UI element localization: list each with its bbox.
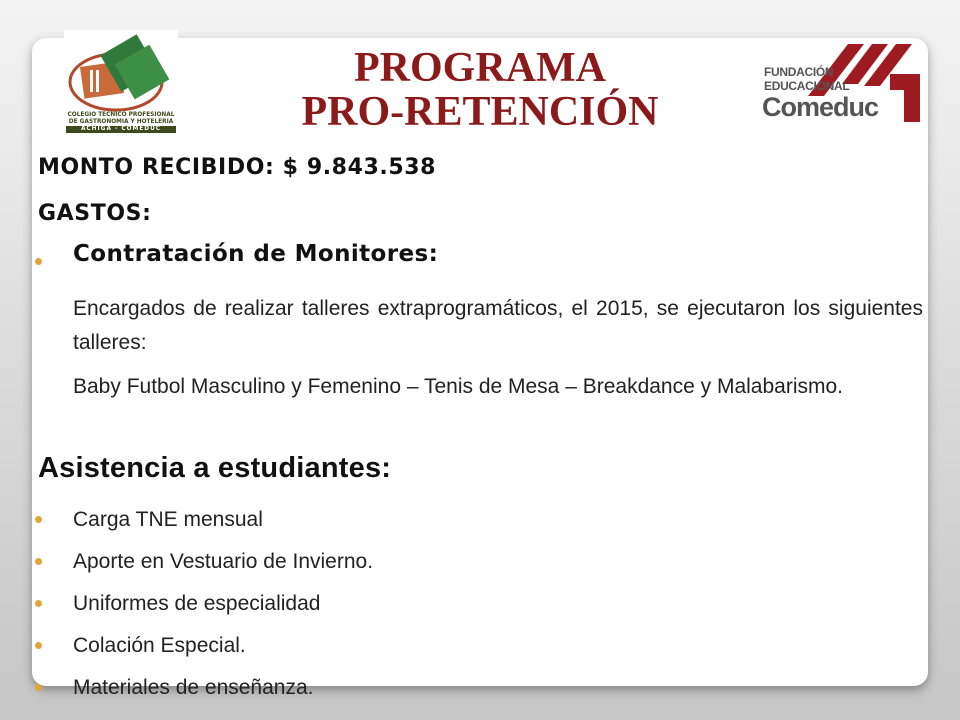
school-logo-line2: DE GASTRONOMIA Y HOTELERIA bbox=[68, 119, 174, 125]
bullet-icon bbox=[35, 516, 42, 523]
page-title-line2: PRO-RETENCIÓN bbox=[301, 89, 659, 135]
list-item: Aporte en Vestuario de Invierno. bbox=[73, 550, 374, 573]
bullet-icon bbox=[35, 558, 42, 565]
comeduc-logo-line1: FUNDACIÓN bbox=[764, 65, 834, 79]
monto-recibido: MONTO RECIBIDO: $ 9.843.538 bbox=[38, 155, 437, 180]
gastos-heading: GASTOS: bbox=[38, 201, 152, 226]
bullet-icon bbox=[35, 642, 42, 649]
contratacion-paragraph-2: Baby Futbol Masculino y Femenino – Tenis de Mesa – Breakdance y Malabarismo. bbox=[73, 375, 843, 398]
asistencia-heading: Asistencia a estudiantes: bbox=[38, 452, 392, 484]
school-logo-line3: ACHIGA - COMEDUC bbox=[66, 126, 176, 133]
list-item: Materiales de enseñanza. bbox=[73, 676, 314, 699]
school-logo-line1: COLEGIO TECNICO PROFESIONAL bbox=[67, 112, 175, 118]
bullet-icon bbox=[35, 600, 42, 607]
bullet-icon bbox=[35, 684, 42, 691]
bullet-icon bbox=[35, 258, 42, 265]
page-title-line1: PROGRAMA bbox=[354, 45, 606, 91]
comeduc-logo-brand: Comeduc bbox=[762, 92, 879, 122]
contratacion-paragraph-1: Encargados de realizar talleres extraprogramáticos, el 2015, se ejecutaron los siguientes talleres: bbox=[73, 297, 923, 354]
comeduc-logo-line2: EDUCACIONAL bbox=[764, 79, 850, 93]
contratacion-heading: Contratación de Monitores: bbox=[73, 241, 439, 267]
list-item: Uniformes de especialidad bbox=[73, 592, 321, 615]
list-item: Colación Especial. bbox=[73, 634, 246, 657]
list-item: Carga TNE mensual bbox=[73, 508, 263, 531]
